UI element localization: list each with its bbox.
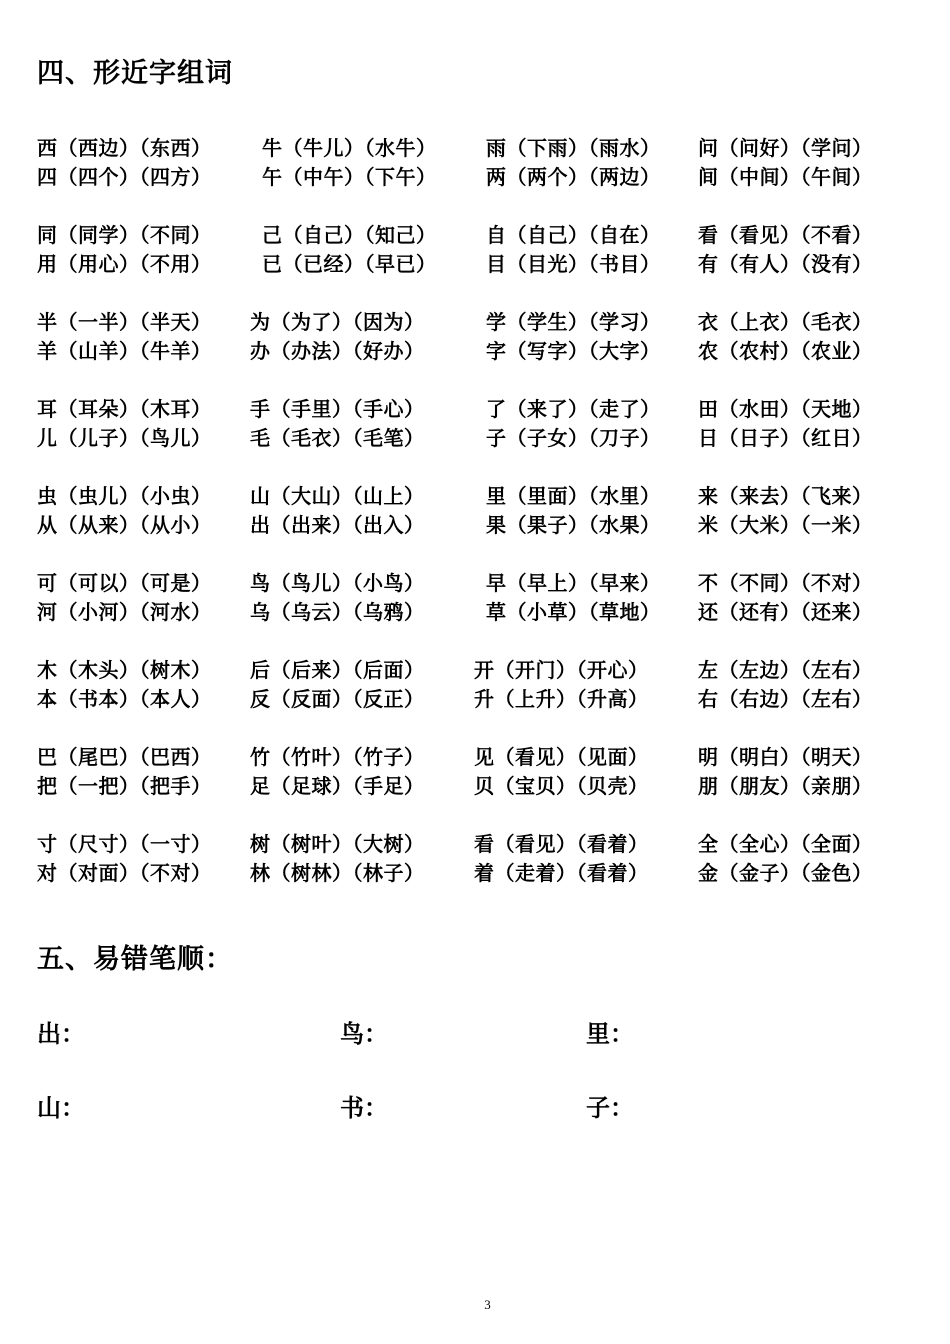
word-row [0,859,950,888]
word-entry: 已（已经）（早已） [262,252,437,276]
word-row [0,482,950,511]
stroke-order-item: 出： [37,1020,85,1048]
word-entry: 牛（牛儿）（水牛） [262,136,437,160]
word-entry: 不（不同）（不对） [698,571,873,595]
word-entry: 见（看见）（见面） [474,745,649,769]
word-entry: 鸟（鸟儿）（小鸟） [250,571,425,595]
word-entry: 耳（耳朵）（木耳） [37,397,212,421]
word-entry: 着（走着）（看着） [474,861,649,885]
word-group [0,308,950,366]
word-row [0,163,950,192]
word-group [0,482,950,540]
word-entry: 朋（朋友）（亲朋） [698,774,873,798]
word-row [0,337,950,366]
word-entry: 山（大山）（山上） [250,484,425,508]
word-entry: 果（果子）（水果） [486,513,661,537]
word-entry: 间（中间）（午间） [698,165,873,189]
word-row [0,250,950,279]
stroke-order-item: 书： [340,1094,388,1122]
word-entry: 儿（儿子）（鸟儿） [37,426,212,450]
word-entry: 河（小河）（河水） [37,600,212,624]
word-entry: 半（一半）（半天） [37,310,212,334]
word-entry: 还（还有）（还来） [698,600,873,624]
section-4-title: 四、形近字组词 [37,58,233,89]
word-entry: 本（书本）（本人） [37,687,212,711]
word-entry: 农（农村）（农业） [698,339,873,363]
word-entry: 草（小草）（草地） [486,600,661,624]
word-entry: 学（学生）（学习） [486,310,661,334]
stroke-order-item: 鸟： [340,1020,388,1048]
word-group [0,221,950,279]
word-entry: 来（来去）（飞来） [698,484,873,508]
word-entry: 可（可以）（可是） [37,571,212,595]
word-row [0,134,950,163]
word-row [0,569,950,598]
word-entry: 看（看见）（看着） [474,832,649,856]
word-entry: 林（树林）（林子） [250,861,425,885]
word-entry: 问（问好）（学问） [698,136,873,160]
word-row [0,598,950,627]
word-entry: 手（手里）（手心） [250,397,425,421]
word-entry: 乌（乌云）（乌鸦） [250,600,425,624]
word-entry: 两（两个）（两边） [486,165,661,189]
stroke-order-item: 山： [37,1094,85,1122]
word-group [0,134,950,192]
word-group [0,395,950,453]
word-entry: 同（同学）（不同） [37,223,212,247]
word-row [0,395,950,424]
word-entry: 全（全心）（全面） [698,832,873,856]
word-entry: 足（足球）（手足） [250,774,425,798]
word-group [0,830,950,888]
word-entry: 明（明白）（明天） [698,745,873,769]
word-entry: 出（出来）（出入） [250,513,425,537]
word-entry: 树（树叶）（大树） [250,832,425,856]
word-entry: 金（金子）（金色） [698,861,873,885]
word-row [0,221,950,250]
word-row [0,308,950,337]
word-group [0,656,950,714]
word-entry: 己（自己）（知己） [262,223,437,247]
word-entry: 雨（下雨）（雨水） [486,136,661,160]
word-entry: 字（写字）（大字） [486,339,661,363]
word-entry: 虫（虫儿）（小虫） [37,484,212,508]
word-entry: 子（子女）（刀子） [486,426,661,450]
word-entry: 毛（毛衣）（毛笔） [250,426,425,450]
word-entry: 米（大米）（一米） [698,513,873,537]
word-entry: 为（为了）（因为） [250,310,425,334]
word-entry: 目（目光）（书目） [486,252,661,276]
word-entry: 对（对面）（不对） [37,861,212,885]
word-entry: 左（左边）（左右） [698,658,873,682]
section-5-title: 五、易错笔顺： [37,944,233,975]
word-entry: 贝（宝贝）（贝壳） [474,774,649,798]
word-entry: 四（四个）（四方） [37,165,212,189]
word-entry: 自（自己）（自在） [486,223,661,247]
stroke-order-item: 子： [586,1094,634,1122]
word-entry: 反（反面）（反正） [250,687,425,711]
word-entry: 西（西边）（东西） [37,136,212,160]
word-row [0,511,950,540]
word-entry: 木（木头）（树木） [37,658,212,682]
word-entry: 把（一把）（把手） [37,774,212,798]
page-number: 3 [484,1297,491,1312]
word-row [0,685,950,714]
word-entry: 竹（竹叶）（竹子） [250,745,425,769]
word-entry: 日（日子）（红日） [698,426,873,450]
word-row [0,656,950,685]
word-entry: 羊（山羊）（牛羊） [37,339,212,363]
word-entry: 寸（尺寸）（一寸） [37,832,212,856]
word-row [0,830,950,859]
word-entry: 右（右边）（左右） [698,687,873,711]
word-group [0,569,950,627]
word-group [0,743,950,801]
word-entry: 衣（上衣）（毛衣） [698,310,873,334]
word-entry: 里（里面）（水里） [486,484,661,508]
word-entry: 开（开门）（开心） [474,658,649,682]
word-entry: 田（水田）（天地） [698,397,873,421]
word-entry: 办（办法）（好办） [250,339,425,363]
stroke-order-item: 里： [586,1020,634,1048]
word-entry: 巴（尾巴）（巴西） [37,745,212,769]
word-entry: 早（早上）（早来） [486,571,661,595]
word-entry: 后（后来）（后面） [250,658,425,682]
word-entry: 午（中午）（下午） [262,165,437,189]
word-row [0,743,950,772]
word-entry: 看（看见）（不看） [698,223,873,247]
word-entry: 有（有人）（没有） [698,252,873,276]
word-entry: 了（来了）（走了） [486,397,661,421]
word-entry: 从（从来）（从小） [37,513,212,537]
word-row [0,424,950,453]
word-entry: 升（上升）（升高） [474,687,649,711]
word-entry: 用（用心）（不用） [37,252,212,276]
word-row [0,772,950,801]
